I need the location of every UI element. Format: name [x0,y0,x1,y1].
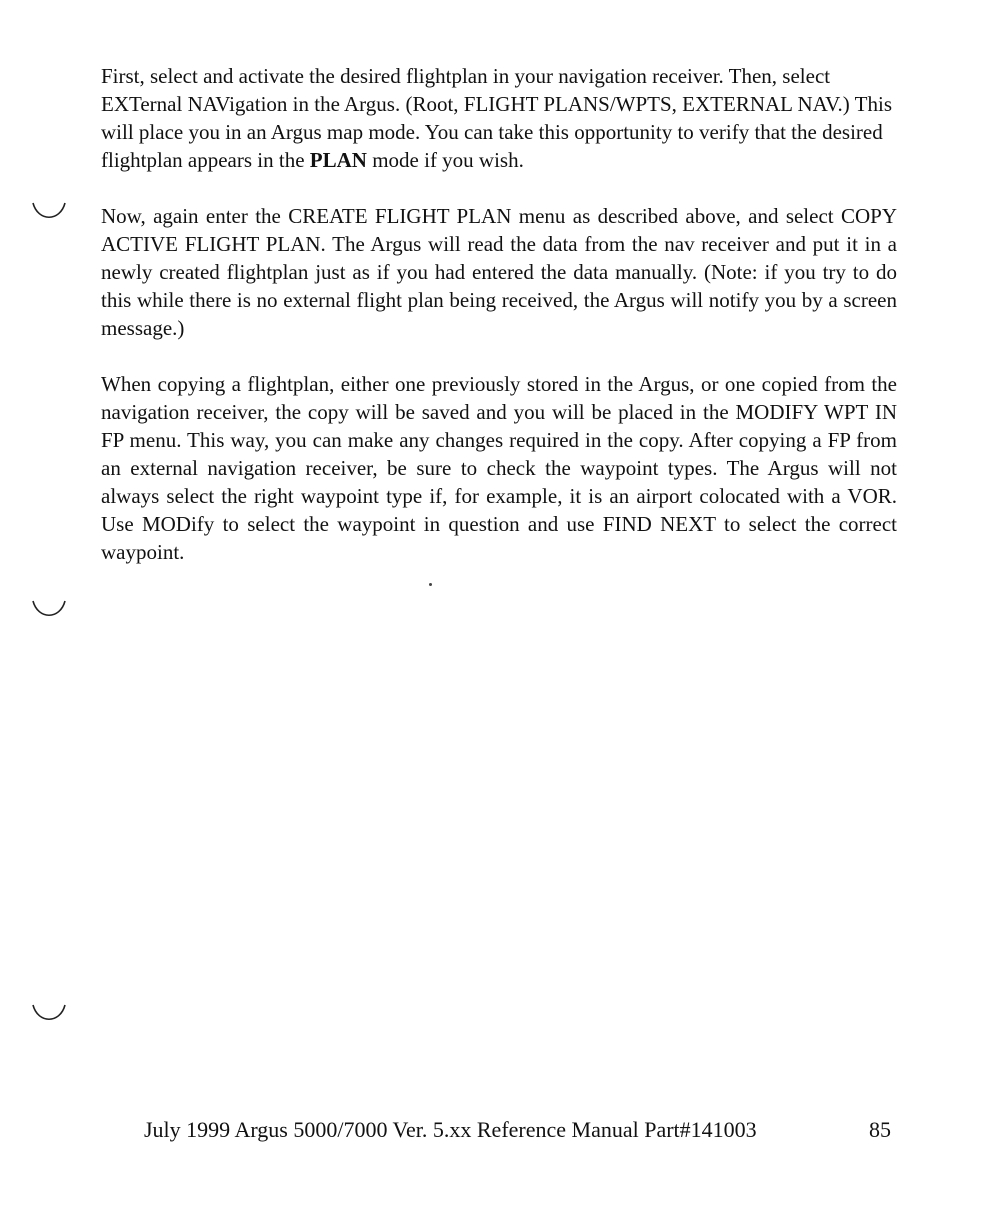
footer-text: July 1999 Argus 5000/7000 Ver. 5.xx Reference Manual Part#141003 [144,1117,757,1142]
page-number: 85 [869,1117,891,1142]
binder-hole-mark-icon [30,200,68,222]
paragraph-copy-active-flight-plan: Now, again enter the CREATE FLIGHT PLAN menu as described above, and select COPY ACTIVE FLIGHT PLAN. The Argus will read the data from the nav receiver and put it in a newly created flightplan just as if you had entered the data manually. (Note: if you try to do this while there is no external flight plan being received, the Argus will notify you by a screen message.) [101,204,897,340]
binder-hole-mark-icon [30,1002,68,1024]
paragraph-external-nav [101,62,897,174]
paragraph-text-end: mode if you wish. [366,148,524,172]
scan-speck [429,583,432,586]
binder-hole-mark-icon [30,598,68,620]
paragraph-text: First, select and activate the desired flightplan in your navigation receiver. Then, select EXTernal NAVigation in the Argus. (Root, FLIGHT PLANS/WPTS, EXTERNAL NAV.) This will place you in an Argus map mode. You can take this opportunity to verify that the desired flightplan appears in the [101,64,892,172]
paragraph-copying-flightplan: When copying a flightplan, either one previously stored in the Argus, or one copied from the navigation receiver, the copy will be saved and you will be placed in the MODIFY WPT IN FP menu. This way, you can make any changes required in the copy. After copying a FP from an external navigation receiver, be sure to check the waypoint types. The Argus will not always select the right waypoint type if, for example, it is an airport colocated with a VOR. Use MODify to select the waypoint in question and use FIND NEXT to select the correct waypoint. [101,372,897,564]
plan-mode-bold: PLAN [309,148,367,172]
